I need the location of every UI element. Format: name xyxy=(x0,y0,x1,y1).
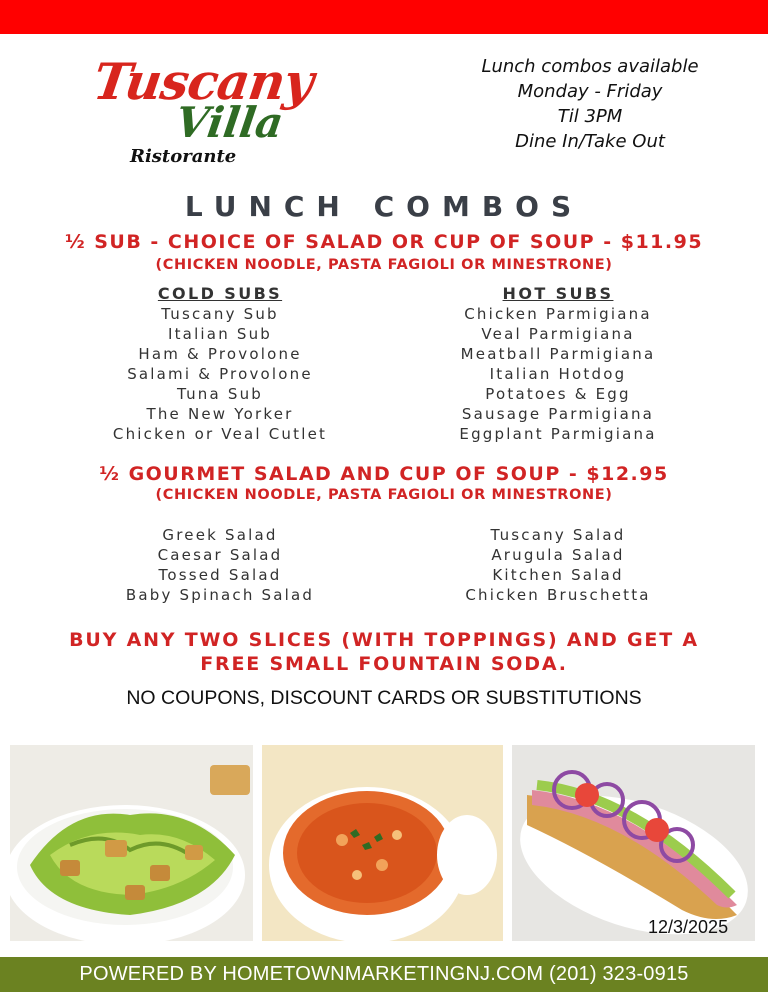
restaurant-logo xyxy=(88,52,328,172)
date-label: 12/3/2025 xyxy=(648,917,729,937)
info-line-2: Monday - Friday xyxy=(517,81,663,102)
combo2-subtitle: (CHICKEN NOODLE, PASTA FAGIOLI OR MINESTRONE) xyxy=(155,487,613,503)
logo-line-2: Villa xyxy=(172,98,287,147)
disclaimer: NO COUPONS, DISCOUNT CARDS OR SUBSTITUTIONS xyxy=(126,687,642,709)
list-item: Italian Hotdog xyxy=(489,365,627,383)
page-title: LUNCH COMBOS xyxy=(184,190,584,223)
info-line-4: Dine In/Take Out xyxy=(515,131,665,152)
list-item: Italian Sub xyxy=(167,325,273,343)
caesar-salad-photo xyxy=(10,745,253,941)
footer-bar: POWERED BY HOMETOWNMARKETINGNJ.COM (201) 323-0915 xyxy=(0,957,768,992)
info-line-3: Til 3PM xyxy=(557,106,623,127)
combo1-title: ½ SUB - CHOICE OF SALAD OR CUP OF SOUP - $11.95 xyxy=(64,231,704,253)
promo-line-1: BUY ANY TWO SLICES (WITH TOPPINGS) AND GET A xyxy=(69,629,699,651)
cold-subs-column xyxy=(80,284,360,444)
combo2-title: ½ GOURMET SALAD AND CUP OF SOUP - $12.95 xyxy=(99,463,669,485)
list-item: Ham & Provolone xyxy=(138,345,302,363)
cold-subs-header: COLD SUBS xyxy=(157,284,283,303)
logo-line-3: Ristorante xyxy=(130,146,237,167)
salads-left-column xyxy=(80,525,360,605)
sub-sandwich-photo xyxy=(512,745,755,941)
list-item: Chicken Parmigiana xyxy=(464,305,652,323)
info-line-1: Lunch combos available xyxy=(481,56,699,77)
list-item: Meatball Parmigiana xyxy=(460,345,656,363)
list-item: Kitchen Salad xyxy=(492,566,624,584)
list-item: Sausage Parmigiana xyxy=(461,405,655,423)
combo1-subtitle: (CHICKEN NOODLE, PASTA FAGIOLI OR MINESTRONE) xyxy=(155,257,613,273)
list-item: Potatoes & Egg xyxy=(485,385,631,403)
logo-line-1: Tuscany xyxy=(89,52,317,111)
salads-right-column xyxy=(420,525,696,605)
list-item: Caesar Salad xyxy=(157,546,283,564)
promo-line-2: FREE SMALL FOUNTAIN SODA. xyxy=(200,653,568,675)
list-item: Salami & Provolone xyxy=(127,365,313,383)
list-item: Chicken Bruschetta xyxy=(465,586,651,604)
list-item: Eggplant Parmigiana xyxy=(459,425,657,443)
minestrone-soup-photo xyxy=(262,745,503,941)
list-item: Baby Spinach Salad xyxy=(125,586,315,604)
list-item: Tossed Salad xyxy=(158,566,282,584)
promo-text xyxy=(0,628,768,676)
list-item: Chicken or Veal Cutlet xyxy=(112,425,328,443)
hot-subs-column xyxy=(420,284,696,444)
hot-subs-header: HOT SUBS xyxy=(502,284,614,303)
list-item: Arugula Salad xyxy=(491,546,625,564)
list-item: The New Yorker xyxy=(146,405,294,423)
list-item: Veal Parmigiana xyxy=(481,325,635,343)
list-item: Tuscany Salad xyxy=(490,526,626,544)
hours-info xyxy=(470,54,710,154)
top-red-bar xyxy=(0,0,768,34)
list-item: Tuna Sub xyxy=(176,385,263,403)
list-item: Greek Salad xyxy=(162,526,278,544)
list-item: Tuscany Sub xyxy=(161,305,279,323)
